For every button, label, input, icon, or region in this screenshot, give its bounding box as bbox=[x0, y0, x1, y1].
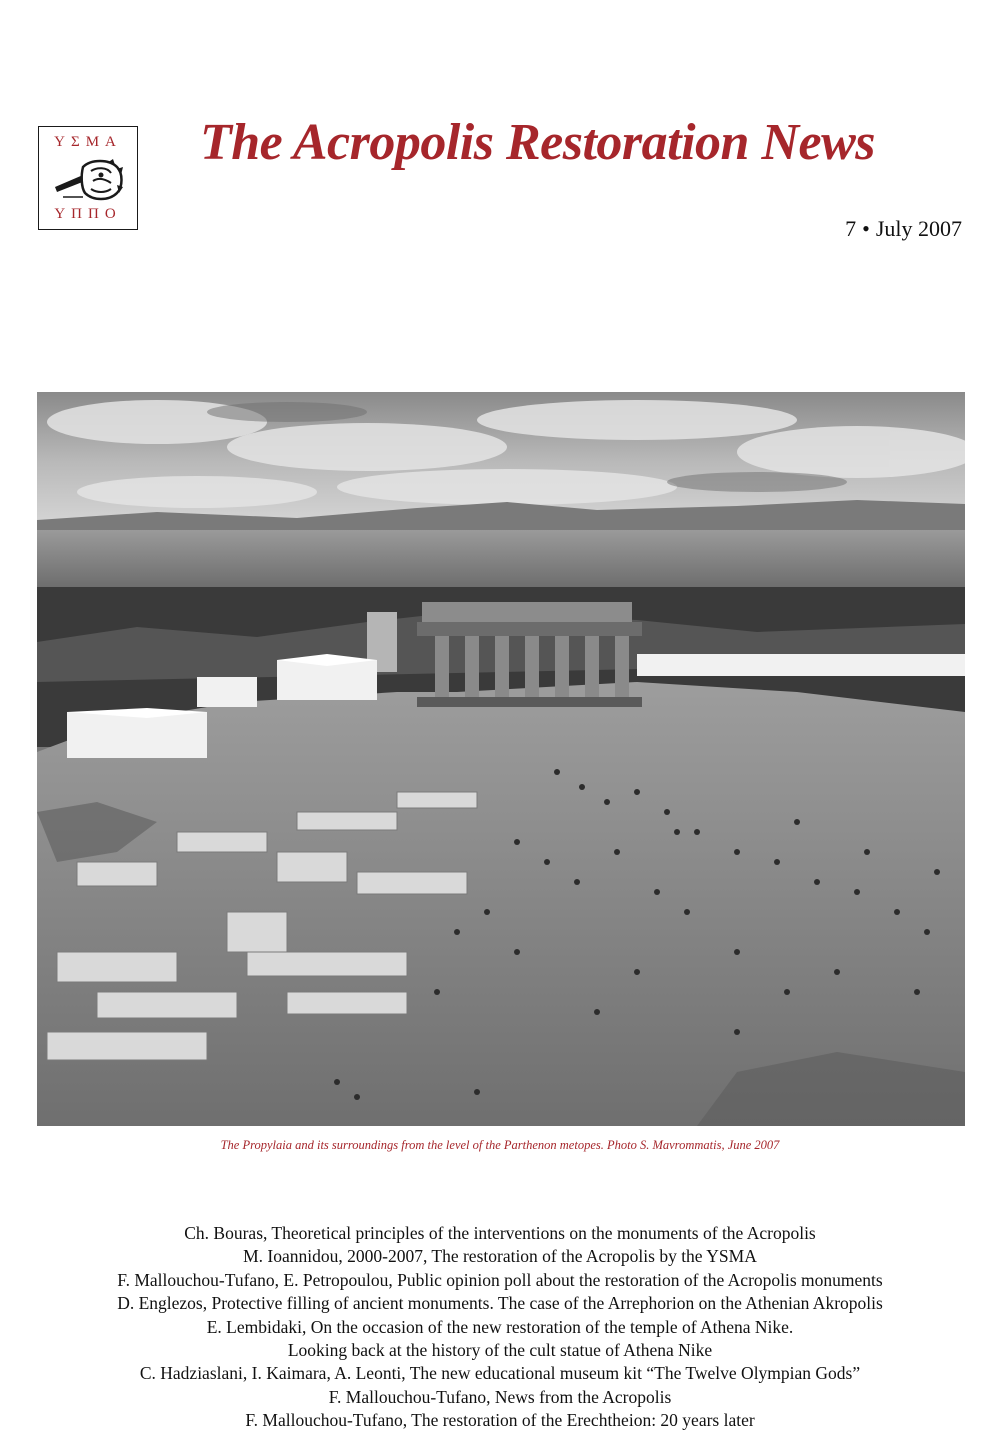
photo-illustration bbox=[37, 392, 965, 1126]
issue-number: 7 bbox=[845, 216, 857, 241]
issue-separator: • bbox=[862, 216, 870, 241]
contents-item: Ch. Bouras, Theoretical principles of the interventions on the monuments of the Acropolis bbox=[184, 1223, 816, 1243]
contents-item: F. Mallouchou-Tufano, News from the Acropolis bbox=[328, 1386, 672, 1407]
contents-item: D. Englezos, Protective filling of ancient monuments. The case of the Arrephorion on the Athenian Akropolis bbox=[117, 1293, 883, 1314]
contents-item: E. Lembidaki, On the occasion of the new restoration of the temple of Athena Nike. bbox=[206, 1316, 794, 1337]
contents-item: Looking back at the history of the cult statue of Athena Nike bbox=[287, 1340, 713, 1361]
issue-line bbox=[845, 216, 962, 242]
contents-item: F. Mallouchou-Tufano, The restoration of the Erechtheion: 20 years later bbox=[245, 1410, 755, 1431]
contents-item: C. Hadziaslani, I. Kaimara, A. Leonti, The new educational museum kit “The Twelve Olympian Gods” bbox=[139, 1363, 861, 1384]
ysma-logo bbox=[38, 126, 138, 230]
logo-top-text: ΥΣΜΑ bbox=[54, 134, 122, 150]
table-of-contents bbox=[0, 1222, 1000, 1433]
lion-head-spout-icon bbox=[53, 157, 125, 203]
journal-title: The Acropolis Restoration News bbox=[200, 114, 876, 171]
contents-item: M. Ioannidou, 2000-2007, The restoration of the Acropolis by the YSMA bbox=[243, 1246, 757, 1267]
logo-bottom-text: ΥΠΠΟ bbox=[54, 206, 122, 222]
photo-caption: The Propylaia and its surroundings from the level of the Parthenon metopes. Photo S. Mavrommatis, June 2007 bbox=[220, 1138, 780, 1152]
contents-item: F. Mallouchou-Tufano, E. Petropoulou, Public opinion poll about the restoration of the Acropolis monuments bbox=[117, 1269, 883, 1290]
issue-date: July 2007 bbox=[875, 216, 962, 241]
cover-photo-propylaia bbox=[37, 392, 965, 1126]
